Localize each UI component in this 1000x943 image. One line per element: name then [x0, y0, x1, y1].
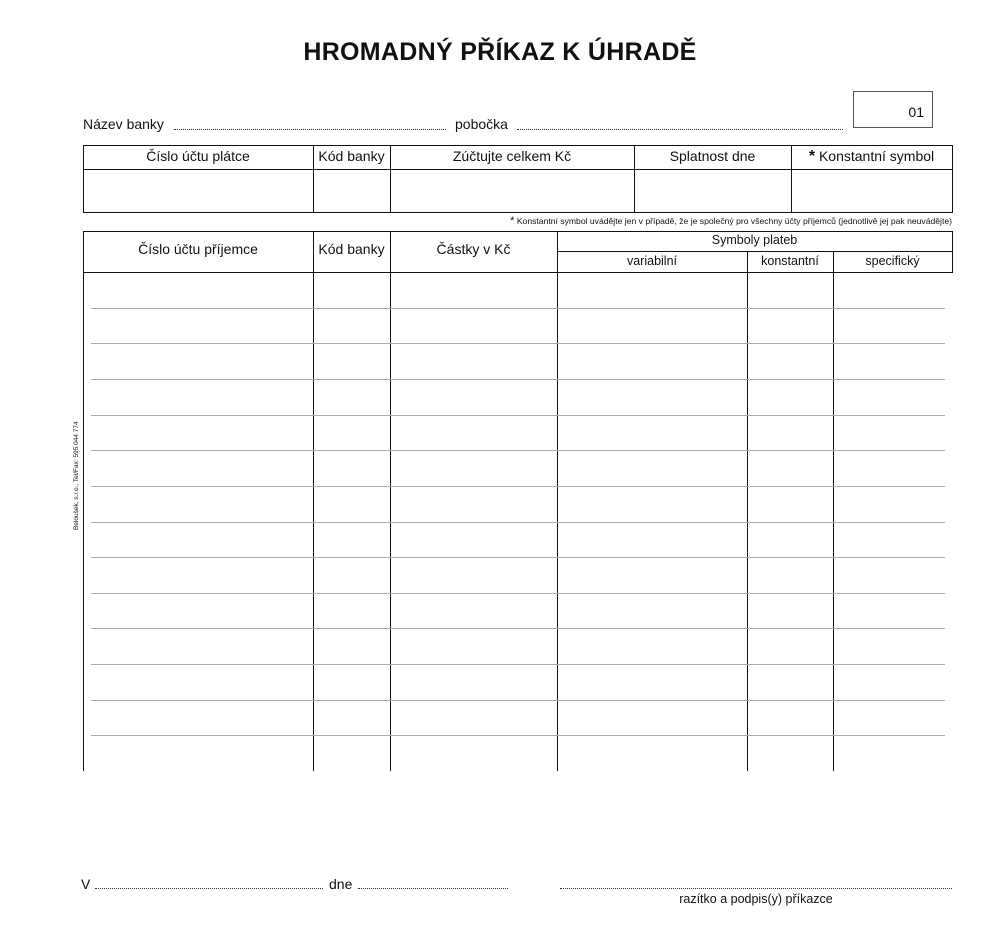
branch-label: pobočka	[455, 116, 508, 132]
form-number-box: 01	[853, 91, 933, 128]
payee-header-bottom	[83, 272, 953, 273]
payee-input-cell[interactable]	[559, 274, 745, 306]
row-separator	[91, 557, 945, 558]
payee-input-cell[interactable]	[315, 524, 388, 556]
payee-input-cell[interactable]	[559, 737, 745, 769]
payee-input-cell[interactable]	[85, 488, 311, 520]
row-separator	[91, 486, 945, 487]
payee-input-cell[interactable]	[85, 310, 311, 342]
payee-input-cell[interactable]	[835, 666, 950, 698]
payee-input-cell[interactable]	[392, 702, 555, 734]
row-separator	[91, 415, 945, 416]
payee-input-cell[interactable]	[392, 310, 555, 342]
payee-input-cell[interactable]	[749, 310, 831, 342]
payee-input-cell[interactable]	[392, 417, 555, 449]
payee-input-cell[interactable]	[835, 488, 950, 520]
payee-input-cell[interactable]	[315, 737, 388, 769]
payee-input-cell[interactable]	[315, 595, 388, 627]
payee-input-cell[interactable]	[559, 595, 745, 627]
payee-top-border	[83, 231, 953, 232]
payee-input-cell[interactable]	[392, 630, 555, 662]
payee-input-cell[interactable]	[559, 666, 745, 698]
payee-input-cell[interactable]	[749, 452, 831, 484]
signature-field[interactable]	[560, 888, 952, 889]
payee-vline	[83, 231, 84, 771]
payee-input-cell[interactable]	[835, 310, 950, 342]
payee-input-cell[interactable]	[315, 702, 388, 734]
payee-input-cell[interactable]	[749, 488, 831, 520]
asterisk-mark: *	[808, 148, 816, 165]
payee-input-cell[interactable]	[559, 452, 745, 484]
payee-input-cell[interactable]	[315, 345, 388, 377]
payer-input-cell[interactable]	[391, 170, 634, 212]
payee-input-cell[interactable]	[559, 417, 745, 449]
payee-input-cell[interactable]	[835, 559, 950, 591]
payee-input-cell[interactable]	[315, 559, 388, 591]
payee-input-cell[interactable]	[559, 630, 745, 662]
footnote: * Konstantní symbol uvádějte jen v případě, že je společný pro všechny účty příjemců (jednotlivě jej pak neuvádějte)	[510, 215, 952, 227]
payee-input-cell[interactable]	[85, 417, 311, 449]
payee-input-cell[interactable]	[392, 559, 555, 591]
payee-sub-vline	[833, 251, 834, 771]
constant-symbol-header: konstantní	[761, 254, 819, 268]
payer-hline	[83, 212, 953, 213]
payee-header-right-border	[952, 231, 953, 273]
payee-input-cell[interactable]	[749, 666, 831, 698]
place-label: V	[81, 876, 91, 892]
payer-input-cell[interactable]	[84, 170, 313, 212]
payee-account-header: Číslo účtu příjemce	[138, 241, 258, 257]
payee-input-cell[interactable]	[85, 452, 311, 484]
payee-input-cell[interactable]	[749, 595, 831, 627]
specific-symbol-header: specifický	[865, 254, 920, 268]
payee-input-cell[interactable]	[85, 666, 311, 698]
payee-input-cell[interactable]	[559, 488, 745, 520]
payee-input-cell[interactable]	[559, 310, 745, 342]
payee-input-cell[interactable]	[559, 559, 745, 591]
payee-input-cell[interactable]	[749, 381, 831, 413]
payee-input-cell[interactable]	[749, 559, 831, 591]
payee-input-cell[interactable]	[315, 630, 388, 662]
payee-input-cell[interactable]	[749, 524, 831, 556]
payer-due-date-header: Splatnost dne	[669, 148, 756, 164]
payee-input-cell[interactable]	[315, 666, 388, 698]
page-title: HROMADNÝ PŘÍKAZ K ÚHRADĚ	[303, 38, 697, 66]
payee-input-cell[interactable]	[835, 417, 950, 449]
payee-input-cell[interactable]	[559, 702, 745, 734]
payee-input-cell[interactable]	[392, 666, 555, 698]
payee-input-cell[interactable]	[835, 381, 950, 413]
bank-name-label: Název banky	[83, 116, 164, 132]
payee-input-cell[interactable]	[835, 595, 950, 627]
payee-input-cell[interactable]	[85, 381, 311, 413]
payee-input-cell[interactable]	[835, 452, 950, 484]
payee-input-cell[interactable]	[392, 737, 555, 769]
payer-constant-symbol-header	[791, 148, 952, 166]
footnote-text: Konstantní symbol uvádějte jen v případě, že je společný pro všechny účty příjemců (jednotlivě jej pak neuvádějte)	[516, 216, 952, 226]
payee-input-cell[interactable]	[835, 274, 950, 306]
payee-input-cell[interactable]	[749, 274, 831, 306]
payee-input-cell[interactable]	[749, 702, 831, 734]
payee-input-cell[interactable]	[85, 524, 311, 556]
payee-bank-code-header: Kód banky	[318, 241, 385, 257]
payer-hline	[83, 145, 953, 146]
payee-input-cell[interactable]	[85, 595, 311, 627]
payee-input-cell[interactable]	[749, 630, 831, 662]
payee-input-cell[interactable]	[559, 524, 745, 556]
payee-input-cell[interactable]	[315, 381, 388, 413]
place-field[interactable]	[95, 888, 323, 889]
payer-vline	[952, 145, 953, 213]
payee-input-cell[interactable]	[392, 524, 555, 556]
payee-vline	[390, 231, 391, 771]
symbols-divider	[557, 251, 953, 252]
payer-input-cell[interactable]	[792, 170, 952, 212]
payer-input-cell[interactable]	[314, 170, 390, 212]
payee-input-cell[interactable]	[85, 630, 311, 662]
payer-account-header: Číslo účtu plátce	[146, 148, 250, 164]
payee-input-cell[interactable]	[85, 274, 311, 306]
row-separator	[91, 735, 945, 736]
row-separator	[91, 308, 945, 309]
payee-input-cell[interactable]	[749, 345, 831, 377]
payee-input-cell[interactable]	[85, 345, 311, 377]
payee-input-cell[interactable]	[315, 452, 388, 484]
bank-name-field[interactable]	[174, 129, 446, 130]
date-field[interactable]	[358, 888, 508, 889]
branch-field[interactable]	[517, 129, 843, 130]
payee-input-cell[interactable]	[835, 345, 950, 377]
date-label: dne	[329, 876, 353, 892]
signature-caption: razítko a podpis(y) příkazce	[679, 892, 833, 906]
payer-bank-code-header: Kód banky	[318, 148, 385, 164]
payee-input-cell[interactable]	[559, 345, 745, 377]
payee-input-cell[interactable]	[315, 310, 388, 342]
symbols-group-header: Symboly plateb	[711, 233, 798, 247]
row-separator	[91, 522, 945, 523]
payee-input-cell[interactable]	[559, 381, 745, 413]
payer-total-header: Zúčtujte celkem Kč	[452, 148, 572, 164]
payee-input-cell[interactable]	[392, 488, 555, 520]
payee-input-cell[interactable]	[392, 345, 555, 377]
payee-input-cell[interactable]	[392, 274, 555, 306]
row-separator	[91, 664, 945, 665]
payee-input-cell[interactable]	[315, 417, 388, 449]
payee-vline	[557, 231, 558, 771]
row-separator	[91, 343, 945, 344]
payee-input-cell[interactable]	[835, 702, 950, 734]
payee-input-cell[interactable]	[392, 381, 555, 413]
payee-input-cell[interactable]	[392, 595, 555, 627]
payee-input-cell[interactable]	[835, 630, 950, 662]
payee-input-cell[interactable]	[749, 737, 831, 769]
payee-input-cell[interactable]	[835, 524, 950, 556]
payer-input-cell[interactable]	[635, 170, 791, 212]
constant-symbol-label: Konstantní symbol	[815, 148, 935, 164]
row-separator	[91, 379, 945, 380]
row-separator	[91, 628, 945, 629]
payee-input-cell[interactable]	[85, 559, 311, 591]
payee-input-cell[interactable]	[315, 274, 388, 306]
payee-input-cell[interactable]	[392, 452, 555, 484]
payee-input-cell[interactable]	[85, 737, 311, 769]
row-separator	[91, 593, 945, 594]
payee-vline	[313, 231, 314, 771]
payee-sub-vline	[747, 251, 748, 771]
payee-amount-header: Částky v Kč	[436, 241, 511, 257]
row-separator	[91, 700, 945, 701]
row-separator	[91, 450, 945, 451]
payee-input-cell[interactable]	[315, 488, 388, 520]
variable-symbol-header: variabilní	[626, 254, 678, 268]
side-printer-text: Beloušek, s.r.o., Tel/Fax: 595 044 774	[73, 421, 80, 530]
payee-input-cell[interactable]	[835, 737, 950, 769]
payee-input-cell[interactable]	[85, 702, 311, 734]
payee-input-cell[interactable]	[749, 417, 831, 449]
